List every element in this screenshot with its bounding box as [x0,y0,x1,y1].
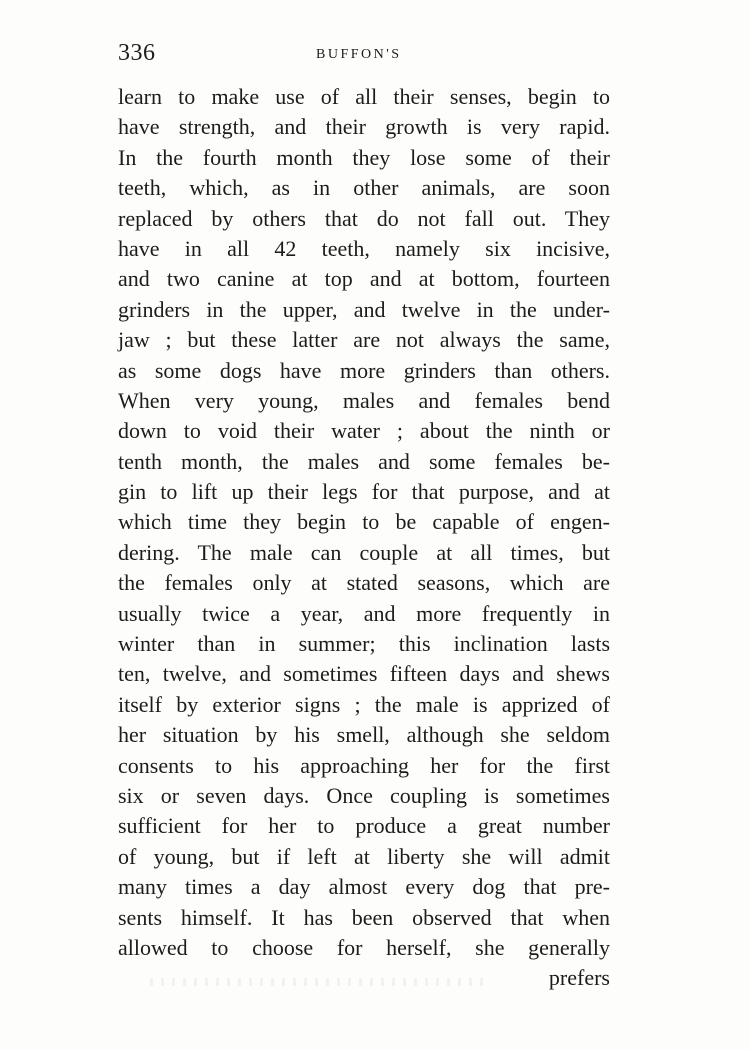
text-line: as some dogs have more grinders than others. [118,357,610,383]
body-text [118,82,610,994]
running-head: BUFFON'S [316,47,402,62]
text-line: have strength, and their growth is very rapid. [118,114,610,140]
text-line: allowed to choose for herself, she generally [118,934,610,960]
text-line: winter than in summer; this inclination lasts [118,631,610,657]
text-line: six or seven days. Once coupling is sometimes [118,782,610,808]
text-line: learn to make use of all their senses, begin to [118,84,610,109]
page-header [118,40,610,74]
text-line: jaw ; but these latter are not always the same, [118,327,610,353]
text-line: many times a day almost every dog that pre- [118,874,610,900]
text-line: When very young, males and females bend [118,387,610,413]
text-line: have in all 42 teeth, namely six incisive, [118,235,610,261]
text-line: sufficient for her to produce a great number [118,813,610,839]
text-line: tenth month, the males and some females be- [118,448,610,474]
text-line: itself by exterior signs ; the male is apprized of [118,691,610,717]
text-line: gin to lift up their legs for that purpose, and at [118,479,610,505]
text-line: consents to his approaching her for the first [118,752,610,778]
text-line: replaced by others that do not fall out. They [118,205,610,231]
text-line: down to void their water ; about the ninth or [118,418,610,444]
page-number: 336 [118,40,156,66]
text-line: which time they begin to be capable of engen- [118,509,610,535]
print-smudge [150,978,490,986]
text-line: sents himself. It has been observed that when [118,904,610,930]
text-line: of young, but if left at liberty she will admit [118,843,610,869]
text-line: grinders in the upper, and twelve in the under- [118,296,610,322]
text-line: her situation by his smell, although she seldom [118,722,610,748]
text-line: teeth, which, as in other animals, are soon [118,175,610,201]
text-line: and two canine at top and at bottom, fourteen [118,266,610,292]
text-line: dering. The male can couple at all times, but [118,539,610,565]
text-line: In the fourth month they lose some of their [118,144,610,170]
text-line: usually twice a year, and more frequently in [118,600,610,626]
text-line: ten, twelve, and sometimes fifteen days and shews [118,661,610,687]
text-line: the females only at stated seasons, which are [118,570,610,596]
catchword: prefers [548,965,610,991]
